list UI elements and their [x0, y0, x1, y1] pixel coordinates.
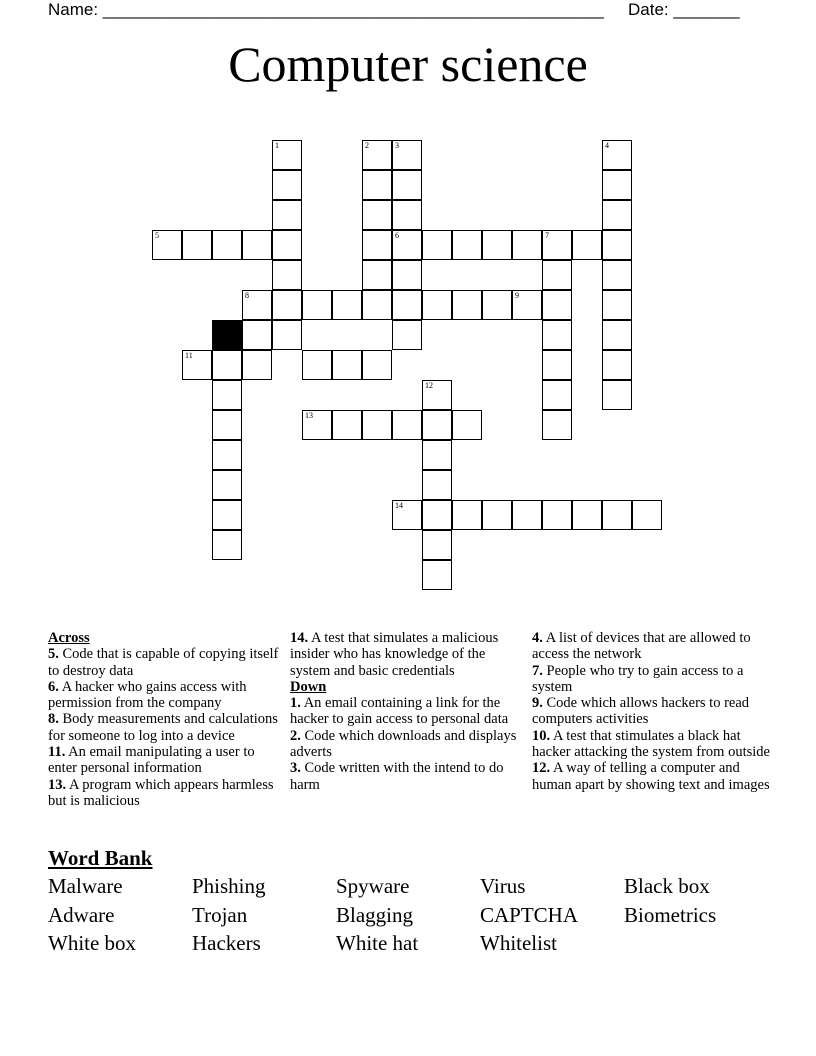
grid-cell[interactable] — [602, 290, 632, 320]
date-line: Date: _______ — [628, 0, 740, 19]
word-bank-word: Hackers — [192, 931, 261, 955]
word-bank-word: Phishing — [192, 874, 266, 898]
grid-cell[interactable] — [212, 230, 242, 260]
clue-item-number: 14. — [290, 630, 309, 646]
grid-cell[interactable] — [602, 500, 632, 530]
clue-item — [290, 728, 526, 761]
clue-item — [532, 760, 772, 793]
clue-item-text: Code written with the intend to do harm — [290, 760, 504, 793]
clue-item-number: 12. — [532, 760, 551, 777]
clue-item-number: 6. — [48, 678, 59, 695]
clue-number: 9 — [515, 291, 519, 300]
grid-cell[interactable] — [272, 170, 302, 200]
clue-item — [48, 777, 280, 810]
grid-cell[interactable] — [272, 260, 302, 290]
word-bank-word: White box — [48, 931, 137, 955]
grid-cell[interactable] — [332, 410, 362, 440]
grid-cell[interactable] — [422, 290, 452, 320]
clues-column-2 — [290, 630, 526, 793]
grid-cell[interactable] — [632, 500, 662, 530]
grid-cell[interactable] — [272, 140, 302, 170]
clue-number: 11 — [185, 351, 193, 360]
clue-item-text: Code that is capable of copying itself to destroy data — [48, 646, 279, 679]
grid-cell[interactable] — [242, 320, 272, 350]
clue-item-text: A test that simulates a malicious insider who has knowledge of the system and basic credentials — [290, 630, 499, 679]
grid-cell[interactable] — [392, 320, 422, 350]
clue-number: 4 — [605, 141, 609, 150]
word-bank-title: Word Bank — [48, 846, 153, 870]
clue-item — [532, 728, 772, 761]
clue-number: 10 — [215, 321, 223, 330]
grid-cell[interactable] — [542, 410, 572, 440]
grid-cell[interactable] — [212, 380, 242, 410]
across-heading: Across — [48, 630, 90, 646]
grid-cell[interactable] — [272, 230, 302, 260]
grid-cell[interactable] — [482, 230, 512, 260]
clue-item — [48, 744, 280, 777]
grid-cell[interactable] — [212, 410, 242, 440]
clues-column-1 — [48, 630, 280, 809]
grid-cell[interactable] — [572, 230, 602, 260]
grid-cell[interactable] — [512, 500, 542, 530]
grid-cell[interactable] — [332, 290, 362, 320]
word-bank-word: Spyware — [336, 874, 410, 898]
grid-cell[interactable] — [422, 530, 452, 560]
clue-item-number: 7. — [532, 662, 543, 679]
clue-item-number: 2. — [290, 727, 301, 744]
grid-cell[interactable] — [212, 500, 242, 530]
clue-item-number: 10. — [532, 727, 551, 744]
grid-cell[interactable] — [392, 290, 422, 320]
down-clue-list-continued — [532, 630, 772, 793]
clue-item — [48, 679, 280, 712]
clue-item-text: Body measurements and calculations for someone to log into a device — [48, 711, 278, 744]
clue-number: 2 — [365, 141, 369, 150]
grid-cell[interactable] — [212, 530, 242, 560]
grid-cell[interactable] — [512, 230, 542, 260]
name-line: Name: _____________________________________________________ — [48, 0, 604, 19]
clue-item-number: 11. — [48, 744, 66, 761]
grid-cell[interactable] — [362, 260, 392, 290]
grid-cell[interactable] — [212, 470, 242, 500]
clue-number: 13 — [305, 411, 313, 420]
clue-item-text: A list of devices that are allowed to access the network — [532, 630, 751, 663]
grid-cell[interactable] — [392, 170, 422, 200]
grid-cell[interactable] — [482, 290, 512, 320]
grid-cell[interactable] — [392, 260, 422, 290]
clue-item — [290, 630, 526, 679]
grid-cell[interactable] — [182, 230, 212, 260]
grid-cell[interactable] — [602, 200, 632, 230]
grid-cell[interactable] — [542, 230, 572, 260]
word-bank-word: White hat — [336, 931, 419, 955]
clue-item — [48, 711, 280, 744]
grid-cell[interactable] — [392, 140, 422, 170]
grid-cell[interactable] — [452, 500, 482, 530]
word-bank-word: Malware — [48, 874, 123, 898]
page-title: Computer science — [228, 36, 588, 92]
clue-number: 8 — [245, 291, 249, 300]
clue-item-text: A test that stimulates a black hat hacker attacking the system from outside — [532, 727, 770, 761]
grid-cell[interactable] — [602, 350, 632, 380]
grid-block-cell — [212, 320, 242, 350]
across-clue-list — [48, 646, 280, 809]
grid-cell[interactable] — [602, 260, 632, 290]
grid-cell[interactable] — [242, 230, 272, 260]
clue-number: 6 — [395, 231, 399, 240]
clue-item-text: People who try to gain access to a system — [532, 662, 744, 695]
clue-item-number: 4. — [532, 630, 543, 646]
word-bank-word: Adware — [48, 903, 115, 927]
grid-cell[interactable] — [332, 350, 362, 380]
grid-cell[interactable] — [242, 350, 272, 380]
grid-cell[interactable] — [602, 380, 632, 410]
grid-cell[interactable] — [602, 140, 632, 170]
clue-item-text: A hacker who gains access with permission from the company — [48, 678, 247, 712]
clue-item-text: Code which downloads and displays adverts — [290, 727, 517, 761]
grid-cell[interactable] — [392, 500, 422, 530]
clue-number: 14 — [395, 501, 403, 510]
grid-cell[interactable] — [452, 410, 482, 440]
grid-cell[interactable] — [212, 350, 242, 380]
clue-item-text: A program which appears harmless but is malicious — [48, 776, 274, 809]
grid-cell[interactable] — [422, 410, 452, 440]
clue-item-number: 13. — [48, 776, 67, 793]
clue-item — [48, 646, 280, 679]
grid-cell[interactable] — [302, 410, 332, 440]
grid-cell[interactable] — [212, 440, 242, 470]
grid-cell[interactable] — [512, 290, 542, 320]
grid-cell[interactable] — [422, 500, 452, 530]
grid-cell[interactable] — [602, 170, 632, 200]
word-bank-word: CAPTCHA — [480, 903, 579, 927]
clue-item-number: 8. — [48, 711, 59, 728]
clue-item-number: 9. — [532, 695, 543, 712]
clue-number: 1 — [275, 141, 279, 150]
word-bank-word: Trojan — [192, 903, 248, 927]
clue-number: 7 — [545, 231, 549, 240]
grid-cell[interactable] — [362, 410, 392, 440]
clues-column-3 — [532, 630, 772, 793]
grid-cell[interactable] — [152, 230, 182, 260]
grid-cell[interactable] — [302, 290, 332, 320]
clue-item-text: An email containing a link for the hacker to gain access to personal data — [290, 695, 509, 728]
clue-item — [532, 695, 772, 728]
grid-cell[interactable] — [542, 380, 572, 410]
clue-item-number: 5. — [48, 646, 59, 663]
across-clue-list-continued — [290, 630, 526, 679]
grid-cell[interactable] — [362, 140, 392, 170]
word-bank-word: Biometrics — [624, 903, 717, 927]
word-bank-word: Virus — [480, 874, 526, 898]
grid-cell[interactable] — [602, 320, 632, 350]
grid-cell[interactable] — [572, 500, 602, 530]
word-bank-word: Black box — [624, 874, 710, 898]
down-clue-list — [290, 695, 526, 793]
grid-cell[interactable] — [362, 170, 392, 200]
grid-cell[interactable] — [482, 500, 512, 530]
grid-cell[interactable] — [422, 470, 452, 500]
grid-cell[interactable] — [362, 200, 392, 230]
grid-cell[interactable] — [542, 500, 572, 530]
clue-item — [290, 695, 526, 728]
clue-item-number: 1. — [290, 695, 301, 712]
clue-item — [532, 630, 772, 663]
grid-cell[interactable] — [392, 200, 422, 230]
clue-item-text: An email manipulating a user to enter personal information — [48, 744, 255, 777]
grid-cell[interactable] — [542, 320, 572, 350]
grid-cell[interactable] — [362, 290, 392, 320]
grid-cell[interactable] — [422, 380, 452, 410]
clue-item-number: 3. — [290, 760, 301, 777]
grid-cell[interactable] — [542, 260, 572, 290]
down-heading: Down — [290, 678, 327, 695]
grid-cell[interactable] — [272, 200, 302, 230]
grid-cell[interactable] — [302, 350, 332, 380]
grid-cell[interactable] — [362, 350, 392, 380]
clue-number: 3 — [395, 141, 399, 150]
grid-cell[interactable] — [272, 290, 302, 320]
grid-cell[interactable] — [602, 230, 632, 260]
grid-cell[interactable] — [452, 230, 482, 260]
grid-cell[interactable] — [392, 410, 422, 440]
clue-item — [290, 760, 526, 793]
grid-cell[interactable] — [182, 350, 212, 380]
clue-item-text: Code which allows hackers to read computers activities — [532, 695, 750, 728]
grid-cell[interactable] — [422, 560, 452, 590]
grid-cell[interactable] — [362, 230, 392, 260]
grid-cell[interactable] — [422, 230, 452, 260]
grid-cell[interactable] — [542, 290, 572, 320]
grid-cell[interactable] — [242, 290, 272, 320]
grid-cell[interactable] — [422, 440, 452, 470]
grid-cell[interactable] — [272, 320, 302, 350]
clue-item-text: A way of telling a computer and human apart by showing text and images — [532, 760, 770, 793]
clue-number: 12 — [425, 381, 433, 390]
clue-number: 5 — [155, 231, 159, 240]
clue-item — [532, 663, 772, 696]
grid-cell[interactable] — [452, 290, 482, 320]
grid-cell[interactable] — [542, 350, 572, 380]
word-bank-word: Blagging — [336, 903, 413, 927]
word-bank-word: Whitelist — [480, 931, 557, 955]
grid-cell[interactable] — [392, 230, 422, 260]
